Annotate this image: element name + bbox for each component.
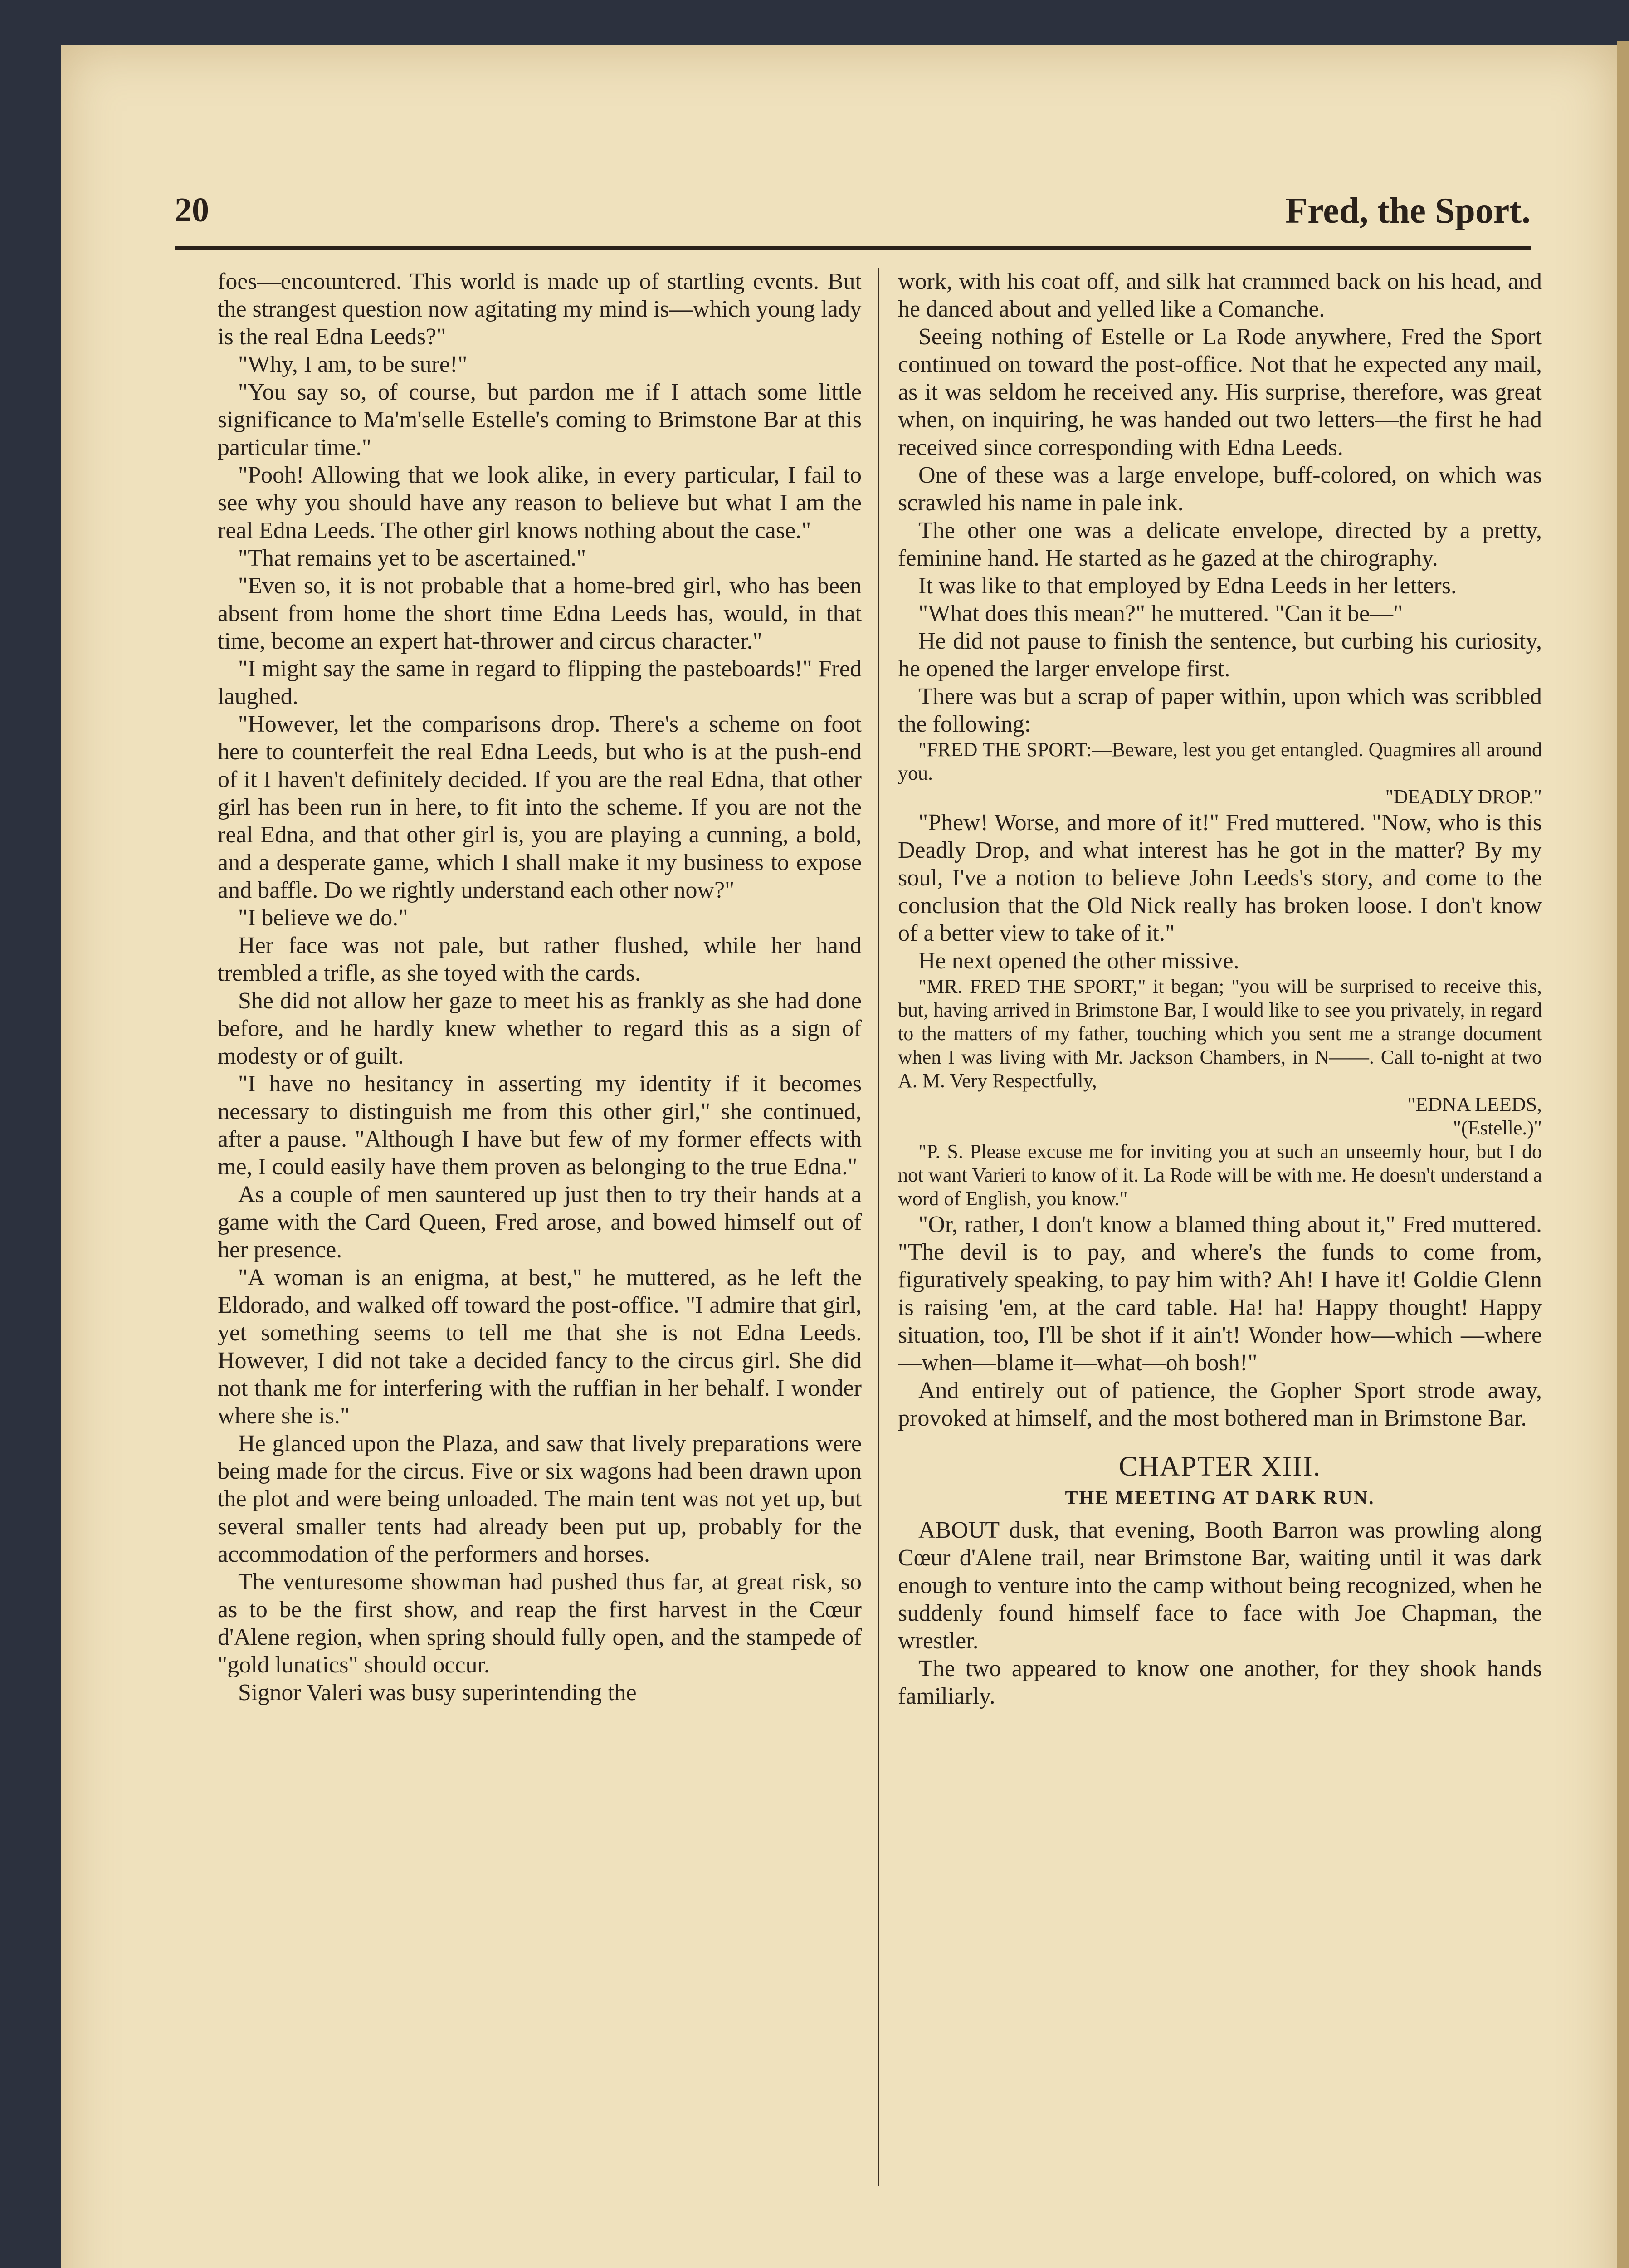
header-rule [175,246,1531,250]
paragraph: "You say so, of course, but pardon me if I attach some little significance to Ma'm'selle Estelle's coming to Brimstone Bar at this particular time." [218,379,862,460]
paragraph: The two appeared to know one another, for they shook hands familiarly. [898,1656,1542,1709]
paragraph: "I believe we do." [238,905,408,931]
letter-edna: "MR. FRED THE SPORT," it began; "you will be surprised to receive this, but, having arrived in Brimstone Bar, I would like to see you privately, in regard to the matters of my father, touching which you sent me a strange document when I was living with Mr. Jackson Chambers, in N——. Call to-night at two A. M. Very Respectfully, [898,975,1542,1092]
paragraph: One of these was a large envelope, buff-colored, on which was scrawled his name in pale ink. [898,462,1542,516]
paragraph: "Or, rather, I don't know a blamed thing about it," Fred muttered. "The devil is to pay, and where's the funds to come from, figuratively speaking, to pay him with? Ah! I have it! Goldie Glenn is raising 'em, at the card table. Ha! ha! Happy thought! Happy situation, too, I'll be shot if it ain't! Wonder how—which —where—when—blame it—what—oh bosh!" [898,1212,1542,1376]
right-column [898,268,1542,2186]
letter-signature: "(Estelle.)" [1453,1117,1542,1139]
letter-signature: "DEADLY DROP." [1385,786,1542,808]
paragraph: "A woman is an enigma, at best," he muttered, as he left the Eldorado, and walked off toward the post-office. "I admire that girl, yet something seems to tell me that she is not Edna Leeds. However, I did not take a decided fancy to the circus girl. She did not thank me for interfering with the ruffian in her behalf. I wonder where she is." [218,1265,862,1429]
paragraph: As a couple of men sauntered up just then to try their hands at a game with the Card Queen, Fred arose, and bowed himself out of her presence. [218,1182,862,1263]
paragraph: ABOUT dusk, that evening, Booth Barron was prowling along Cœur d'Alene trail, near Brimstone Bar, waiting until it was dark enough to venture into the camp without being recognized, when he suddenly found himself face to face with Joe Chapman, the wrestler. [898,1517,1542,1654]
column-divider [878,268,879,2186]
chapter-heading: CHAPTER XIII. [1118,1451,1322,1482]
paragraph: She did not allow her gaze to meet his as frankly as she had done before, and he hardly knew whether to regard this as a sign of modesty or of guilt. [218,988,862,1069]
letter-signature: "EDNA LEEDS, [1407,1093,1542,1115]
paragraph: Signor Valeri was busy superintending the [238,1680,637,1706]
paragraph: Her face was not pale, but rather flushed, while her hand trembled a trifle, as she toyed with the cards. [218,933,862,986]
running-title: Fred, the Sport. [1285,191,1531,231]
letter-deadly-drop: "FRED THE SPORT:—Beware, lest you get entangled. Quagmires all around you. [898,738,1542,784]
paragraph: "Why, I am, to be sure!" [238,352,468,377]
paragraph: Seeing nothing of Estelle or La Rode anywhere, Fred the Sport continued on toward the post-office. Not that he expected any mail, as it was seldom he received any. His surprise, therefore, was great when, on inquiring, he was handed out two letters—the first he had received since corresponding with Edna Leeds. [898,324,1542,460]
paragraph: "Even so, it is not probable that a home-bred girl, who has been absent from home the short time Edna Leeds has, would, in that time, become an expert hat-thrower and circus character." [218,573,862,654]
page-edge [1617,41,1629,2268]
paragraph: "I might say the same in regard to flipping the pasteboards!" Fred laughed. [218,656,862,709]
paragraph: He glanced upon the Plaza, and saw that lively preparations were being made for the circus. Five or six wagons had been drawn upon the plot and were being unloaded. The main tent was not yet up, but several smaller tents had already been put up, probably for the accommodation of the performers and horses. [218,1431,862,1567]
paragraph: work, with his coat off, and silk hat crammed back on his head, and he danced about and yelled like a Comanche. [898,269,1542,322]
letter-postscript: "P. S. Please excuse me for inviting you at such an unseemly hour, but I do not want Varieri to know of it. La Rode will be with me. He doesn't understand a word of English, you know." [898,1140,1542,1210]
paragraph: And entirely out of patience, the Gopher Sport strode away, provoked at himself, and the most bothered man in Brimstone Bar. [898,1378,1542,1431]
page-number: 20 [175,191,209,229]
paragraph: "That remains yet to be ascertained." [238,545,586,571]
paragraph: The other one was a delicate envelope, directed by a pretty, feminine hand. He started as he gazed at the chirography. [898,518,1542,571]
paragraph: foes—encountered. This world is made up of startling events. But the strangest question now agitating my mind is—which young lady is the real Edna Leeds?" [218,269,862,350]
paragraph: He did not pause to finish the sentence, but curbing his curiosity, he opened the larger envelope first. [898,628,1542,682]
paragraph: "However, let the comparisons drop. There's a scheme on foot here to counterfeit the real Edna Leeds, but who is at the push-end of it I haven't definitely decided. If you are the real Edna, that other girl has been run in here, to fit into the scheme. If you are not the real Edna, and that other girl is, you are playing a cunning, a bold, and a desperate game, which I shall make it my business to expose and baffle. Do we rightly understand each other now?" [218,711,862,903]
paragraph: There was but a scrap of paper within, upon which was scribbled the following: [898,684,1542,737]
paragraph: "What does this mean?" he muttered. "Can it be—" [918,601,1403,626]
paragraph: "I have no hesitancy in asserting my identity if it becomes necessary to distinguish me from this other girl," she continued, after a pause. "Although I have but few of my former effects with me, I could easily have them proven as belonging to the true Edna." [218,1071,862,1180]
page-header [175,191,1531,240]
paragraph: The venturesome showman had pushed thus far, at great risk, so as to be the first show, and reap the first harvest in the Cœur d'Alene region, when spring should fully open, and the stampede of "gold lunatics" should occur. [218,1569,862,1678]
paragraph: "Pooh! Allowing that we look alike, in every particular, I fail to see why you should have any reason to believe but what I am the real Edna Leeds. The other girl knows nothing about the case." [218,462,862,543]
paragraph: "Phew! Worse, and more of it!" Fred muttered. "Now, who is this Deadly Drop, and what interest has he got in the matter? By my soul, I've a notion to believe John Leeds's story, and come to the conclusion that the Old Nick really has broken loose. I don't know of a better view to take of it." [898,810,1542,946]
paragraph: He next opened the other missive. [918,948,1239,974]
left-column [218,268,862,2186]
paragraph: It was like to that employed by Edna Leeds in her letters. [918,573,1457,599]
chapter-subtitle: THE MEETING AT DARK RUN. [1065,1488,1375,1509]
